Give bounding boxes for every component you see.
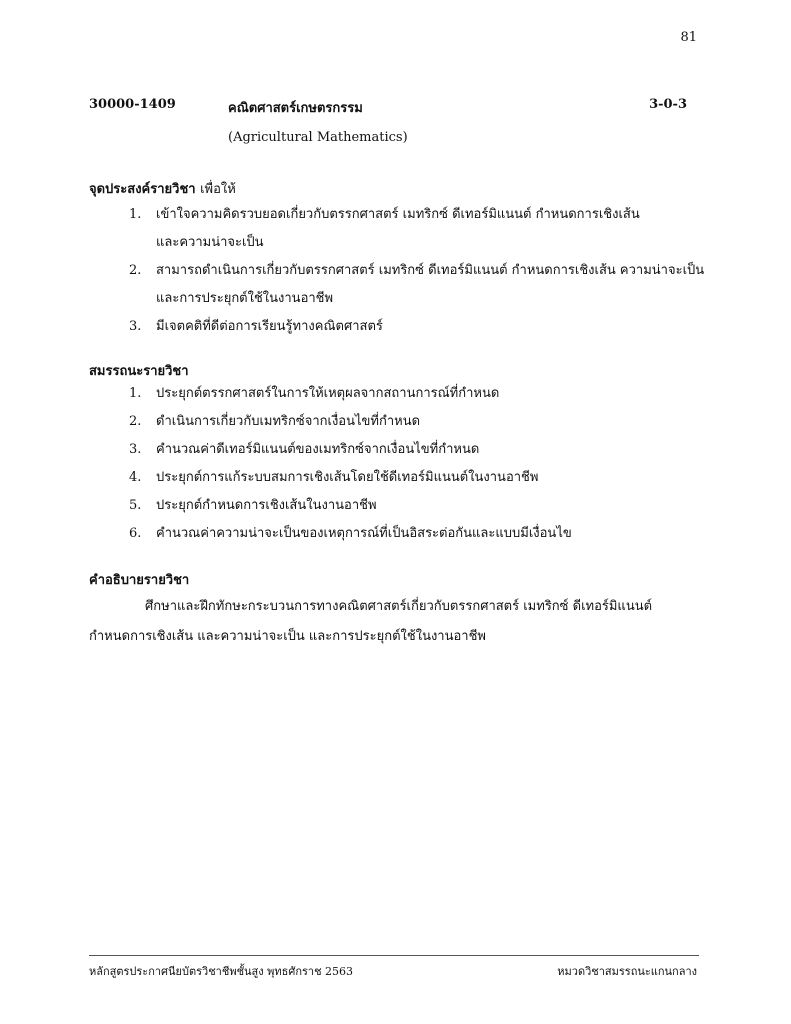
- competency-number: 1.: [129, 386, 142, 401]
- competency-item: [89, 408, 709, 436]
- objective-text: สามารถดำเนินการเกี่ยวกับตรรกศาสตร์ เมทริกซ์ ดีเทอร์มิแนนต์ กำหนดการเชิงเส้น ความน่าจะเป็น: [156, 263, 705, 278]
- competency-text: คำนวณค่าความน่าจะเป็นของเหตุการณ์ที่เป็นอิสระต่อกันและแบบมีเงื่อนไข: [156, 526, 572, 541]
- course-code: 30000-1409: [89, 97, 176, 112]
- competencies-heading: สมรรถนะรายวิชา: [89, 364, 189, 379]
- course-credits: 3-0-3: [649, 97, 687, 112]
- objective-number: 1.: [129, 207, 142, 222]
- competency-item: [89, 520, 709, 548]
- description-text-line-1: ศึกษาและฝึกทักษะกระบวนการทางคณิตศาสตร์เกี่ยวกับตรรกศาสตร์ เมทริกซ์ ดีเทอร์มิแนนต์: [145, 599, 653, 614]
- objectives-heading-suffix: เพื่อให้: [200, 182, 236, 197]
- footer-curriculum: หลักสูตรประกาศนียบัตรวิชาชีพชั้นสูง พุทธศักราช 2563: [89, 965, 354, 978]
- objective-item: [89, 201, 709, 257]
- course-title-english: (Agricultural Mathematics): [228, 130, 408, 145]
- objective-text: เข้าใจความคิดรวบยอดเกี่ยวกับตรรกศาสตร์ เมทริกซ์ ดีเทอร์มิแนนต์ กำหนดการเชิงเส้น: [156, 207, 640, 222]
- objective-item: [89, 257, 709, 313]
- competency-text: ดำเนินการเกี่ยวกับเมทริกซ์จากเงื่อนไขที่กำหนด: [156, 414, 421, 429]
- footer-category: หมวดวิชาสมรรถนะแกนกลาง: [557, 965, 697, 978]
- competency-text: คำนวณค่าดีเทอร์มิแนนต์ของเมทริกซ์จากเงื่อนไขที่กำหนด: [156, 442, 480, 457]
- description-text-line-2: กำหนดการเชิงเส้น และความน่าจะเป็น และการประยุกต์ใช้ในงานอาชีพ: [89, 629, 486, 644]
- course-title-thai: คณิตศาสตร์เกษตรกรรม: [228, 101, 363, 116]
- objectives-heading-label: จุดประสงค์รายวิชา: [89, 182, 196, 197]
- competency-item: [89, 436, 709, 464]
- objectives-list: [89, 201, 709, 341]
- objective-number: 2.: [129, 263, 142, 278]
- competency-text: ประยุกต์ตรรกศาสตร์ในการให้เหตุผลจากสถานการณ์ที่กำหนด: [156, 386, 500, 401]
- footer-divider: [89, 955, 699, 956]
- description-body: [89, 592, 709, 652]
- competencies-list: [89, 380, 709, 548]
- page-number: 81: [680, 30, 697, 45]
- objective-text-continued: และการประยุกต์ใช้ในงานอาชีพ: [156, 291, 334, 306]
- competency-number: 2.: [129, 414, 142, 429]
- competency-item: [89, 492, 709, 520]
- description-heading: คำอธิบายรายวิชา: [89, 573, 190, 588]
- competency-text: ประยุกต์การแก้ระบบสมการเชิงเส้นโดยใช้ดีเทอร์มิแนนต์ในงานอาชีพ: [156, 470, 539, 485]
- competency-item: [89, 380, 709, 408]
- objective-text-continued: และความน่าจะเป็น: [156, 235, 264, 250]
- competency-text: ประยุกต์กำหนดการเชิงเส้นในงานอาชีพ: [156, 498, 377, 513]
- competency-number: 5.: [129, 498, 142, 513]
- objective-text: มีเจตคติที่ดีต่อการเรียนรู้ทางคณิตศาสตร์: [156, 319, 383, 334]
- competency-number: 3.: [129, 442, 142, 457]
- objective-number: 3.: [129, 319, 142, 334]
- competency-number: 6.: [129, 526, 142, 541]
- competency-item: [89, 464, 709, 492]
- competency-number: 4.: [129, 470, 142, 485]
- objective-item: [89, 313, 709, 341]
- objectives-heading: [89, 178, 236, 199]
